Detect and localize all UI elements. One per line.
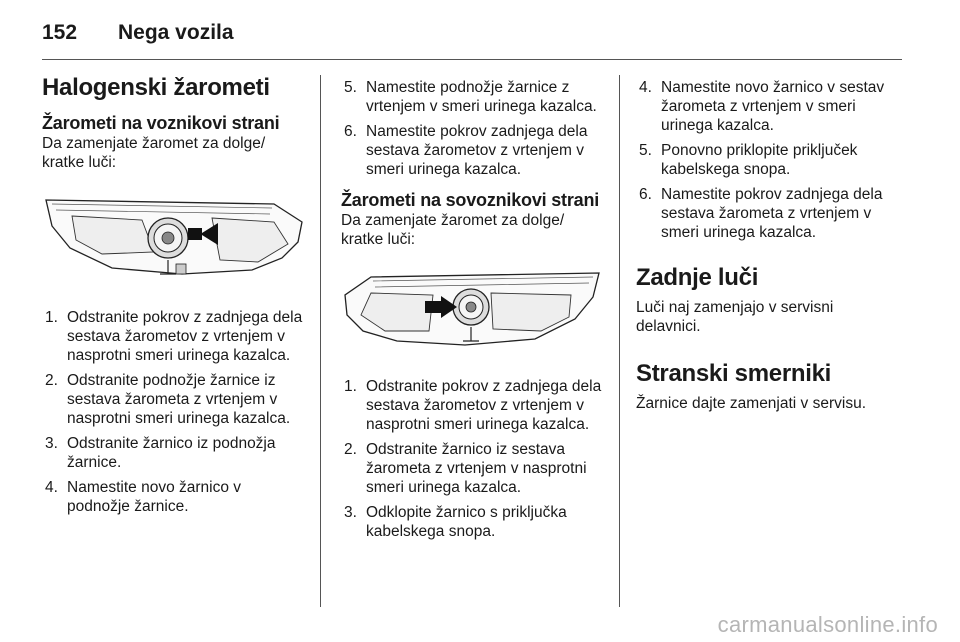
page-number: 152 — [42, 21, 78, 44]
subheading-driver-side: Žarometi na voznikovi strani — [42, 113, 280, 133]
section-heading-rear-lights: Zadnje luči — [636, 264, 759, 291]
list-item: 1. Odstranite pokrov z zadnjega dela sestava žarometov z vrtenjem v nasprotni smeri urinega kazalca. — [344, 378, 602, 433]
steps-driver-side-continued — [341, 78, 603, 179]
rear-lights-text: Luči naj zamenjajo v servisni delavnici. — [636, 299, 834, 335]
list-item: 5. Ponovno priklopite priključek kabelskega snopa. — [639, 142, 858, 178]
list-item: 3. Odstranite žarnico iz podnožja žarnice. — [45, 435, 276, 471]
figure-passenger-headlamp — [341, 265, 603, 351]
page-title: Nega vozila — [118, 21, 234, 44]
headlamp-illustration — [341, 265, 603, 351]
subheading-passenger-side: Žarometi na sovoznikovi strani — [341, 190, 600, 210]
steps-passenger-side — [341, 377, 603, 541]
list-item: 3. Odklopite žarnico s priključka kabelskega snopa. — [344, 504, 567, 540]
steps-passenger-side-continued — [636, 78, 902, 242]
column-1 — [42, 72, 304, 522]
side-indicators-text: Žarnice dajte zamenjati v servisu. — [636, 395, 867, 412]
column-2 — [341, 72, 603, 547]
list-item: 6. Namestite pokrov zadnjega dela sestava žarometa z vrtenjem v smeri urinega kazalca. — [639, 186, 883, 241]
headlamp-illustration — [42, 190, 304, 286]
intro-text: Da zamenjate žaromet za dolge/ kratke luči: — [341, 212, 565, 248]
list-item: 4. Namestite novo žarnico v sestav žarometa z vrtenjem v smeri urinega kazalca. — [639, 79, 885, 134]
figure-driver-headlamp — [42, 190, 304, 286]
watermark: carmanualsonline.info — [717, 612, 938, 637]
intro-text: Da zamenjate žaromet za dolge/ kratke luči: — [42, 135, 266, 171]
list-item: 2. Odstranite žarnico iz sestava žarometa z vrtenjem v nasprotni smeri urinega kazalca. — [344, 441, 587, 496]
list-item: 2. Odstranite podnožje žarnice iz sestava žarometa z vrtenjem v nasprotni smeri urinega kazalca. — [45, 372, 291, 427]
list-item: 5. Namestite podnožje žarnice z vrtenjem v smeri urinega kazalca. — [344, 79, 597, 115]
list-item: 6. Namestite pokrov zadnjega dela sestava žarometov z vrtenjem v smeri urinega kazalca. — [344, 123, 588, 178]
list-item: 1. Odstranite pokrov z zadnjega dela sestava žarometov z vrtenjem v nasprotni smeri urinega kazalca. — [45, 309, 303, 364]
header-divider — [42, 59, 902, 60]
list-item: 4. Namestite novo žarnico v podnožje žarnice. — [45, 479, 242, 515]
column-divider-2 — [619, 75, 620, 607]
column-divider-1 — [320, 75, 321, 607]
column-3 — [636, 72, 902, 413]
section-heading-halogen: Halogenski žarometi — [42, 74, 270, 101]
section-heading-side-indicators: Stranski smerniki — [636, 360, 831, 387]
steps-driver-side — [42, 308, 304, 516]
